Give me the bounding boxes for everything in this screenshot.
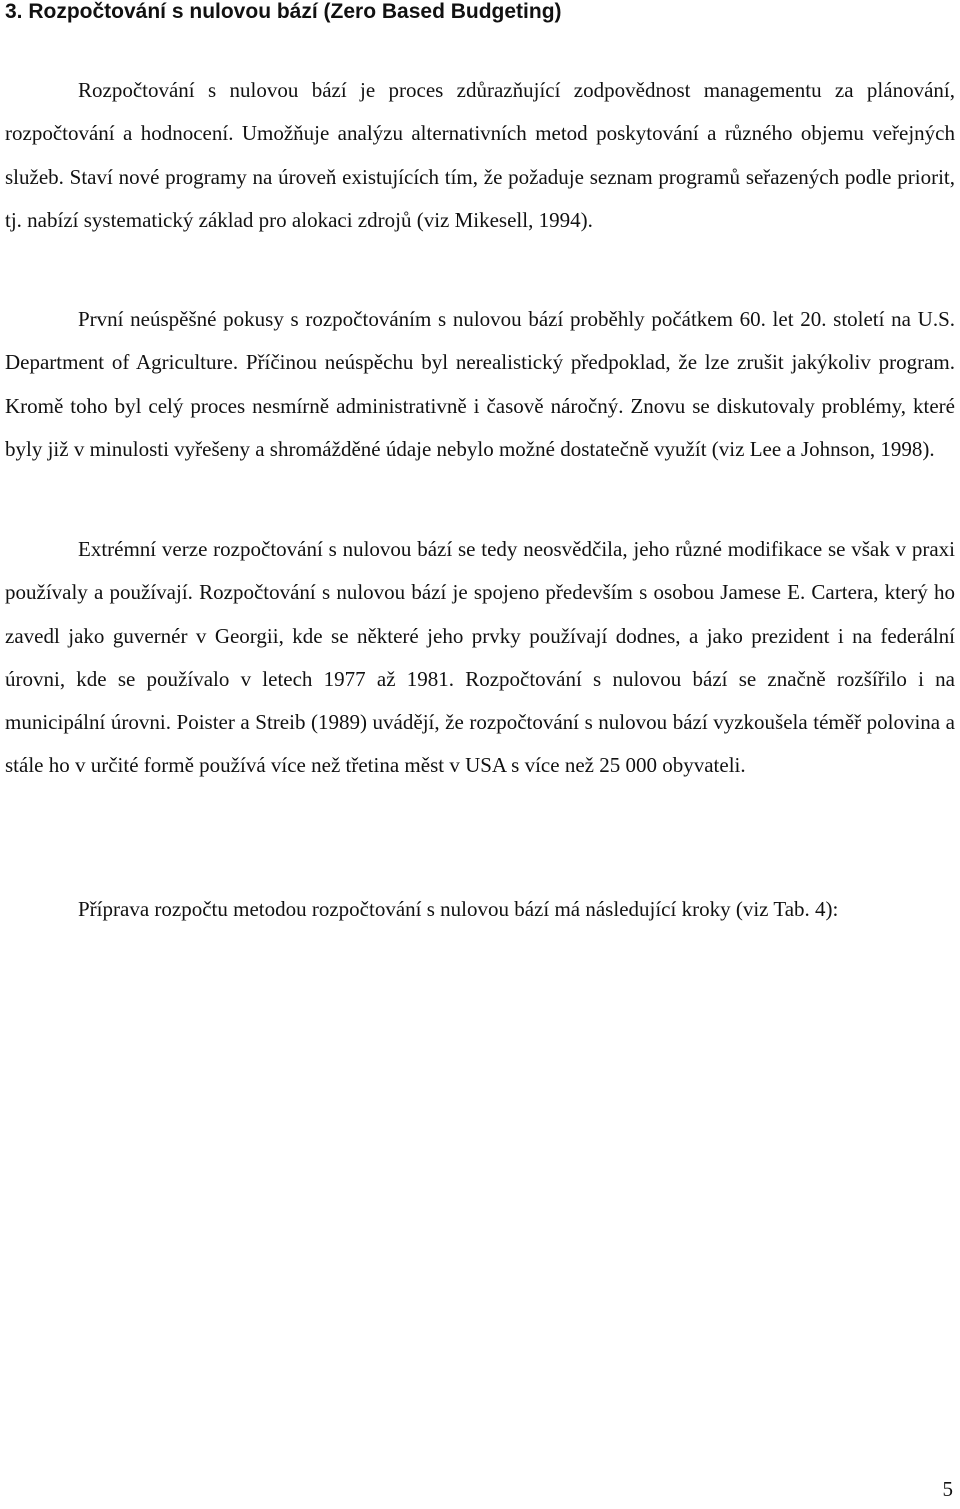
paragraph-modifications: Extrémní verze rozpočtování s nulovou bází se tedy neosvědčila, jeho různé modifikace se však v praxi používaly a používají. Rozpočtování s nulovou bází je spojeno především s osobou Jamese E. Cartera, který ho zavedl jako guvernér v Georgii, kde se některé jeho prvky používají dodnes, a jako prezident i na federální úrovni, kde se používalo v letech 1977 až 1981. Rozpočtování s nulovou bází se značně rozšířilo i na municipální úrovni. Poister a Streib (1989) uvádějí, že rozpočtování s nulovou bází vyzkoušela téměř polovina a stále ho v určité formě používá více než třetina měst v USA s více než 25 000 obyvateli.: [5, 537, 955, 778]
page-number: 5: [942, 1477, 953, 1501]
paragraph-preparation-steps: Příprava rozpočtu metodou rozpočtování s nulovou bází má následující kroky (viz Tab. 4):: [78, 897, 839, 921]
section-heading: 3. Rozpočtování s nulovou bází (Zero Based Budgeting): [5, 0, 562, 23]
document-page: [5, 0, 955, 1509]
paragraph-first-attempts: První neúspěšné pokusy s rozpočtováním s nulovou bází proběhly počátkem 60. let 20. století na U.S. Department of Agriculture. Příčinou neúspěchu byl nerealistický předpoklad, že lze zrušit jakýkoliv program. Kromě toho byl celý proces nesmírně administrativně i časově náročný. Znovu se diskutovaly problémy, které byly již v minulosti vyřešeny a shromážděné údaje nebylo možné dostatečně využít (viz Lee a Johnson, 1998).: [5, 307, 955, 461]
paragraph-zbb-definition: Rozpočtování s nulovou bází je proces zdůrazňující zodpovědnost managementu za plánování, rozpočtování a hodnocení. Umožňuje analýzu alternativních metod poskytování a různého objemu veřejných služeb. Staví nové programy na úroveň existujících tím, že požaduje seznam programů seřazených podle priorit, tj. nabízí systematický základ pro alokaci zdrojů (viz Mikesell, 1994).: [5, 78, 955, 232]
